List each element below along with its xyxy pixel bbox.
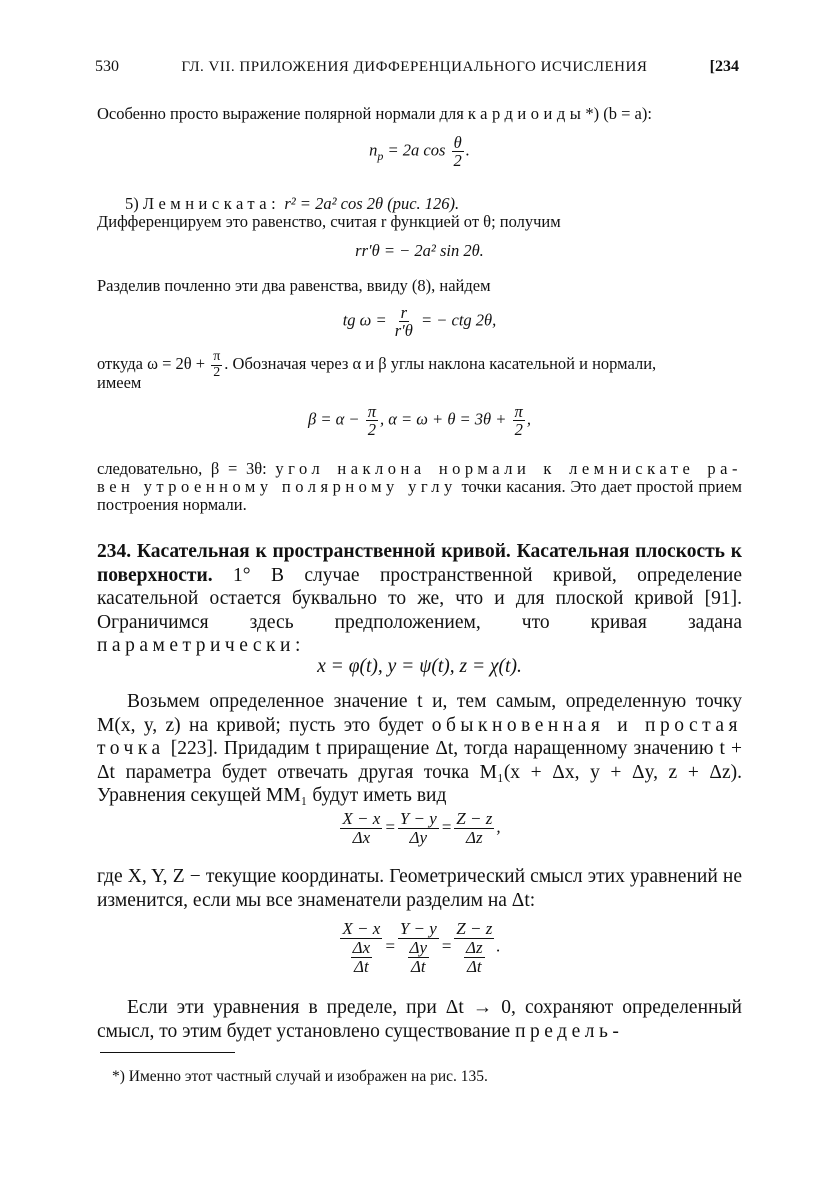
page-header	[95, 58, 739, 82]
formula-secant: $\frac{X - x}{\Delta x}$ = $\frac{Y - y}{\Delta y}$ = $\frac{Z - z}{\Delta z}$ ,	[342, 809, 501, 847]
formula-normal-cardioid: $n_p = 2a$ cos $\frac{\theta}{2}$ .	[369, 133, 470, 171]
formula-divided: $\frac{X - x}{\frac{\Delta x}{\Delta t}}$ = $\frac{Y - y}{\frac{\Delta y}{\Delta t}}$ = $\frac{Z - z}{\frac{\Delta z}{\Delta t}}$ .	[342, 919, 501, 976]
cardioid-paragraph: Особенно просто выражение полярной нормали для кардиоиды*) (b = a):	[97, 104, 652, 123]
page-number: 530	[95, 58, 119, 75]
conclusion-paragraph: следовательно, β = 3θ: угол наклона нормали к лемнискате ра- вен утроенному полярному углу точки касания. Это дает простой прием построения нормали.	[97, 459, 743, 514]
lemniscate-item: 5) Лемниската: r² = 2a² cos 2θ (рис. 126).	[125, 194, 460, 213]
whence-paragraph: откуда ω = 2θ + $\frac{\pi}{2}$ . Обозначая через α и β углы наклона касательной и нормали, имеем	[97, 349, 657, 393]
divide-line: Разделив почленно эти два равенства, ввиду (8), найдем	[97, 276, 491, 295]
formula-tg-omega: tg ω = $\frac{r}{r'\theta}$ = − ctg 2θ,	[342, 303, 497, 341]
section-234-paragraph: 234. Касательная к пространственной кривой. Касательная плоскость к поверхности. 1° В случае пространственной кривой, определение касательной остается буквально то же, что и для плоской кривой [91]. Ограничимся здесь предположением, что кривая задана параметрически:	[97, 541, 742, 656]
footnote-rule	[100, 1052, 235, 1053]
formula-derivative: rr′θ = − 2a² sin 2θ.	[355, 241, 484, 260]
footnote: *) Именно этот частный случай и изображен на рис. 135.	[112, 1068, 488, 1085]
section-ref: [234	[709, 58, 739, 75]
coordinates-paragraph: где X, Y, Z − текущие координаты. Геометрический смысл этих уравнений не изменится, если мы все знаменатели разделим на Δt:	[97, 866, 742, 911]
section-heading: 234. Касательная к пространственной кривой. Касательная плоскость к поверхности.	[97, 541, 742, 586]
secant-paragraph: Возьмем определенное значение t и, тем самым, определенную точку M(x, y, z) на кривой; пусть это будет обыкновенная и простая точка [223]. Придадим t приращение Δt, тогда наращенному значению t + Δt параметра будет отвечать другая точка M₁(x + Δx, y + Δy, z + Δz). Уравнения секущей MM₁ будут иметь вид	[97, 691, 742, 806]
formula-parametric: x = φ(t), y = ψ(t), z = χ(t).	[317, 656, 522, 677]
limit-paragraph: Если эти уравнения в пределе, при Δt → 0, сохраняют определенный смысл, то этим будет установлено существование предель-	[97, 997, 742, 1042]
differentiate-line: Дифференцируем это равенство, считая r функцией от θ; получим	[97, 212, 561, 231]
chapter-title: ГЛ. VII. ПРИЛОЖЕНИЯ ДИФФЕРЕНЦИАЛЬНОГО ИСЧИСЛЕНИЯ	[181, 59, 648, 75]
formula-beta-alpha: β = α − $\frac{\pi}{2}$ , α = ω + θ = 3θ + $\frac{\pi}{2}$ ,	[308, 402, 531, 440]
